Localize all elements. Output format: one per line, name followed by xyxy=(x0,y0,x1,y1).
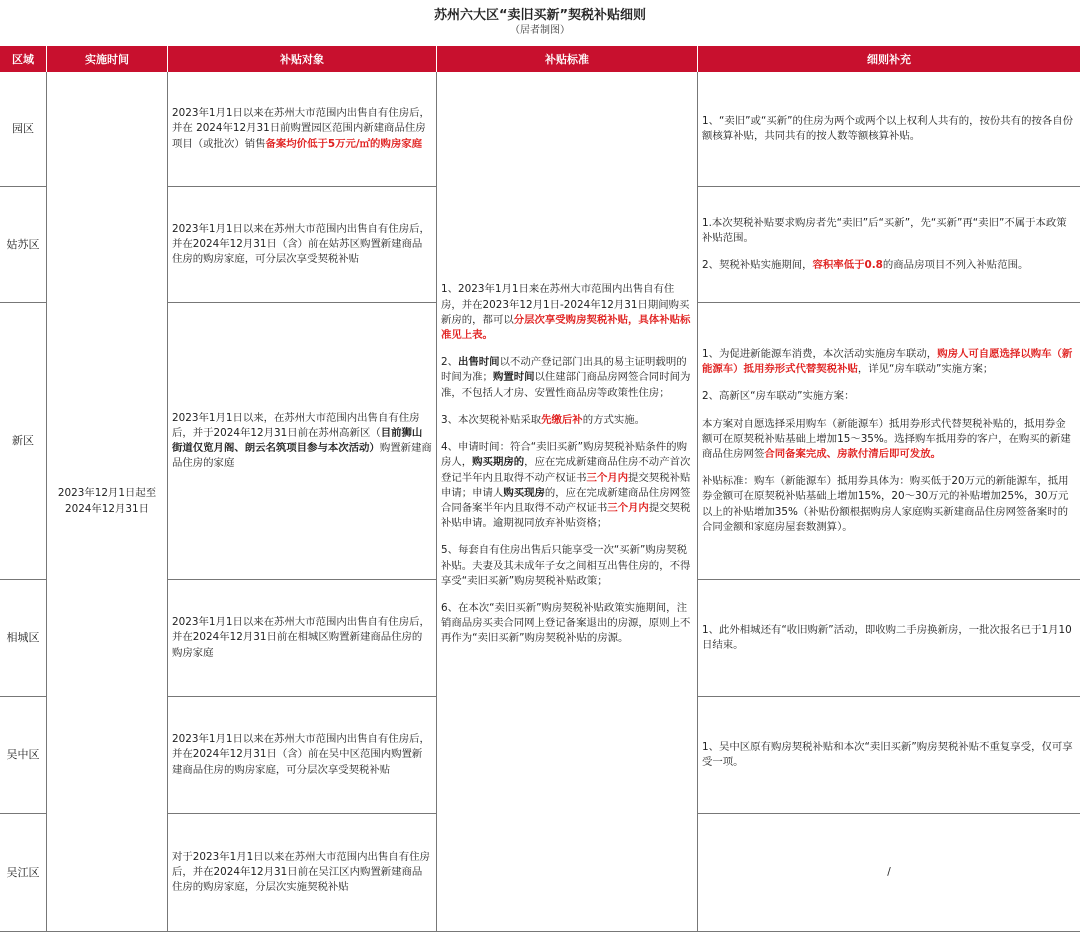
standard-run: 购买现房 xyxy=(503,486,545,499)
details-paragraph xyxy=(702,623,1076,653)
standard-text xyxy=(441,282,693,646)
standard-cell xyxy=(437,72,698,932)
standard-run: ，应在完成新建商品住房不动产首次登记半年内且取得不动产权证书 xyxy=(441,456,691,484)
title-area xyxy=(0,0,1080,47)
standard-run: 分层次享受购房契税补贴，具体补贴标准见上表。 xyxy=(441,313,691,342)
standard-paragraph xyxy=(441,601,693,647)
details-paragraph xyxy=(702,474,1076,535)
region-label: 新区 xyxy=(12,434,34,448)
region-label: 相城区 xyxy=(6,631,40,645)
region-label: 园区 xyxy=(12,122,34,136)
details-run: ，详见“房车联动”实施方案； xyxy=(857,363,994,376)
region-cell xyxy=(0,697,47,814)
header-standard: 补贴标准 xyxy=(437,46,698,72)
standard-paragraph xyxy=(441,543,693,589)
target-run: 目前狮山街道仅览月阁、朗云名筑项目参与本次活动） xyxy=(172,426,423,454)
region-cell xyxy=(0,72,47,187)
details-text xyxy=(702,216,1076,274)
details-run: 补贴标准：购车（新能源车）抵用券具体为：购买低于20万元的新能源车，抵用券金额可在原契税补贴基础上增加15%，20～30万元的补贴增加25%，30万元以上的补贴增加35%（补贴份额根据购房人家庭购买新建商品住房网签备案时的合同金额和家庭房屋套数测算）。 xyxy=(702,475,1069,533)
standard-paragraph xyxy=(441,355,693,401)
region-cell xyxy=(0,580,47,697)
table-title: 苏州六大区“卖旧买新”契税补贴细则 xyxy=(433,8,647,23)
header-details: 细则补充 xyxy=(698,46,1080,72)
standard-run: 的方式实施。 xyxy=(582,413,646,426)
standard-run: 6、在本次“卖旧买新”购房契税补贴政策实施期间，注销商品房买卖合同网上登记备案退出的房源，原则上不再作为“卖旧买新”购房契税补贴的房源。 xyxy=(441,601,691,645)
standard-paragraph xyxy=(441,413,693,428)
target-text xyxy=(172,615,432,661)
target-run: 备案均价低于5万元/㎡的购房家庭 xyxy=(265,137,423,150)
standard-run: 的，应在完成新建商品住房网签合同备案半年内且取得不动产权证书 xyxy=(441,486,691,514)
target-run: 2023年1月1日以来在苏州大市范围内出售自有住房后，并在 2024年12月31日前购置园区范围内新建商品住房项目（或批次）销售 xyxy=(172,107,430,150)
target-text xyxy=(172,732,432,778)
details-paragraph xyxy=(702,740,1076,770)
standard-paragraph xyxy=(441,440,693,531)
standard-run: 以不动产登记部门出具的易主证明载明的时间为准； xyxy=(441,356,687,384)
standard-run: 购置时间 xyxy=(492,371,535,384)
region-label: 姑苏区 xyxy=(6,237,40,251)
details-run: 购房人可自愿选择以购车（新能源车）抵用券形式代替契税补贴 xyxy=(702,347,1073,376)
standard-run: 出售时间 xyxy=(458,356,500,369)
target-text xyxy=(172,411,432,472)
standard-run: 以住建部门商品房网签合同时间为准，不包括人才房、安置性商品房等政策性住房； xyxy=(441,371,691,399)
standard-run: 先缴后补 xyxy=(541,413,583,426)
period-cell xyxy=(47,72,168,932)
region-cell xyxy=(0,814,47,932)
target-run: 2023年1月1日以来，在苏州大市范围内出售自有住房后，并于2024年12月31日前在苏州高新区（ xyxy=(172,411,420,439)
standard-run: 提交契税补贴申请。逾期视同放弃补贴资格； xyxy=(441,501,691,530)
target-cell xyxy=(168,72,437,187)
details-text xyxy=(702,347,1076,535)
target-run: 2023年1月1日以来在苏州大市范围内出售自有住房后，并在2024年12月31日前在相城区购置新建商品住房的购房家庭 xyxy=(172,616,430,659)
header-region: 区域 xyxy=(0,46,47,72)
standard-run: 1、2023年1月1日来在苏州大市范围内出售自有住房，并在2023年12月1日-2024年12月31日期间购买新房的，都可以 xyxy=(441,283,690,326)
details-run: 本方案对自愿选择采用购车（新能源车）抵用券形式代替契税补贴的，抵用券金额可在原契税补贴基础上增加15～35%。选择购车抵用券的客户，在购买的新建商品住房网签 xyxy=(702,417,1071,460)
details-text xyxy=(702,623,1076,653)
region-cell xyxy=(0,187,47,303)
header-target: 补贴对象 xyxy=(168,46,437,72)
details-run: 2、高新区“房车联动”实施方案： xyxy=(702,390,855,403)
target-cell xyxy=(168,814,437,932)
target-text xyxy=(172,222,432,268)
details-run: 1、此外相城还有“收旧购新”活动，即收购二手房换新房，一批次报名已于1月10日结束。 xyxy=(702,623,1072,651)
details-empty-slash: / xyxy=(887,865,891,878)
details-paragraph xyxy=(702,347,1076,377)
target-cell xyxy=(168,303,437,580)
standard-run: 3、本次契税补贴采取 xyxy=(441,413,542,426)
target-run: 对于2023年1月1日以来在苏州大市范围内出售自有住房后，并在2024年12月31日前在吴江区内购置新建商品住房的购房家庭，分层次实施契税补贴 xyxy=(172,850,430,894)
details-run: 1、为促进新能源车消费，本次活动实施房车联动， xyxy=(702,347,938,360)
target-cell xyxy=(168,187,437,303)
details-cell xyxy=(698,697,1080,814)
details-paragraph xyxy=(702,258,1076,273)
details-run: 的商品房项目不列入补贴范围。 xyxy=(882,259,1029,272)
details-run: 1、“卖旧”或“买新”的住房为两个或两个以上权利人共有的，按份共有的按各自份额核算补贴，共同共有的按人数等额核算补贴。 xyxy=(702,114,1074,142)
target-text xyxy=(172,850,432,896)
target-run: 2023年1月1日以来在苏州大市范围内出售自有住房后，并在2024年12月31日（含）前在姑苏区购置新建商品住房的购房家庭，可分层次享受契税补贴 xyxy=(172,222,430,266)
target-cell xyxy=(168,697,437,814)
region-cell xyxy=(0,303,47,580)
details-paragraph xyxy=(702,114,1076,144)
details-cell xyxy=(698,303,1080,580)
standard-paragraph xyxy=(441,282,693,343)
details-cell xyxy=(698,187,1080,303)
target-text xyxy=(172,106,432,152)
details-run: 合同备案完成、房款付清后即可发放。 xyxy=(764,448,941,460)
details-run: 容积率低于0.8 xyxy=(812,259,883,272)
details-paragraph xyxy=(702,417,1076,463)
region-label: 吴中区 xyxy=(6,748,40,762)
region-label: 吴江区 xyxy=(6,865,40,879)
details-run: 1、吴中区原有购房契税补贴和本次“卖旧买新”购房契税补贴不重复享受，仅可享受一项。 xyxy=(702,740,1073,768)
standard-run: 三个月内 xyxy=(586,471,629,484)
details-run: 2、契税补贴实施期间， xyxy=(702,259,813,272)
details-paragraph xyxy=(702,389,1076,404)
details-cell xyxy=(698,814,1080,932)
target-run: 2023年1月1日以来在苏州大市范围内出售自有住房后，并在2024年12月31日（含）前在吴中区范围内购置新建商品住房的购房家庭，可分层次享受契税补贴 xyxy=(172,733,430,776)
details-text xyxy=(702,114,1076,144)
standard-run: 三个月内 xyxy=(607,501,649,514)
standard-run: 提交契税补贴申请；申请人 xyxy=(441,471,691,499)
details-text xyxy=(702,740,1076,770)
standard-run: 4、申请时间：符合“卖旧买新”购房契税补贴条件的购房人， xyxy=(441,441,687,469)
period-text: 2023年12月1日起至2024年12月31日 xyxy=(57,487,157,515)
standard-run: 5、每套自有住房出售后只能享受一次“买新”购房契税补贴。夫妻及其未成年子女之间相互出售住房的，不得享受“卖旧买新”购房契税补贴政策； xyxy=(441,544,691,587)
details-cell xyxy=(698,580,1080,697)
details-cell xyxy=(698,72,1080,187)
target-run: 购置新建商品住房的家庭 xyxy=(172,442,432,470)
standard-run: 2、 xyxy=(441,356,459,369)
details-paragraph xyxy=(702,216,1076,246)
details-run: 1.本次契税补贴要求购房者先“卖旧”后“买新”，先“买新”再“卖旧”不属于本政策补贴范围。 xyxy=(702,216,1067,244)
target-cell xyxy=(168,580,437,697)
table-subtitle: （居者制图） xyxy=(510,25,570,36)
header-period: 实施时间 xyxy=(47,46,168,72)
standard-run: 购买期房的 xyxy=(472,456,525,469)
